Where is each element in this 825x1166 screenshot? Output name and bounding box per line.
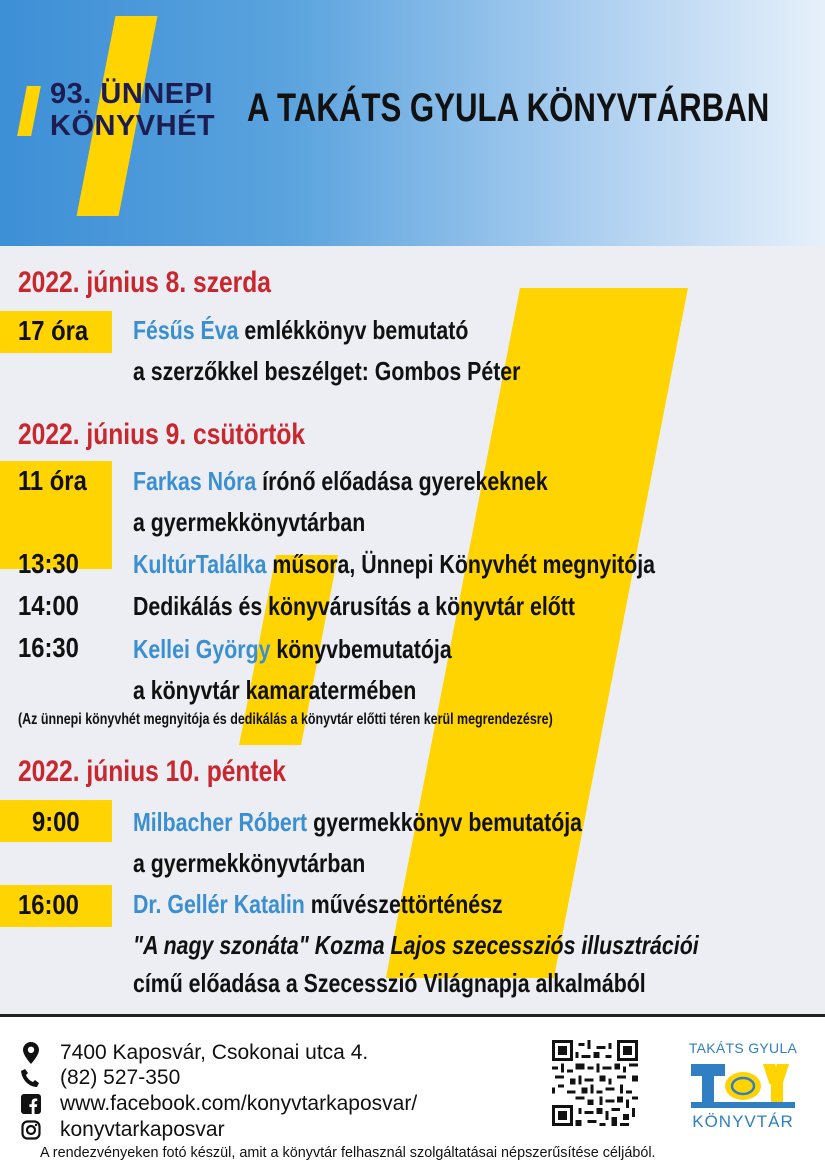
event-text: emlékkönyv bemutató: [238, 315, 469, 345]
address-text: 7400 Kaposvár, Csokonai utca 4.: [60, 1041, 369, 1064]
event-text: könyvbemutatója: [270, 634, 452, 664]
event-detail: a szerzőkkel beszélget: Gombos Péter: [133, 356, 521, 386]
event-title: [133, 634, 452, 665]
event-name: Milbacher Róbert: [133, 807, 308, 837]
library-logo-bottom: KÖNYVTÁR: [692, 1112, 794, 1131]
event-title: [133, 889, 503, 920]
library-logo-top: TAKÁTS GYULA: [688, 1040, 798, 1056]
event-title: Dedikálás és könyvárusítás a könyvtár előtt: [133, 591, 576, 621]
event-name: Kellei György: [133, 634, 271, 664]
facebook-icon: [20, 1093, 42, 1115]
event-name: Dr. Gellér Katalin: [133, 889, 305, 919]
day-date: 2022. június 10. péntek: [18, 755, 286, 788]
library-logo-mark: [691, 1058, 795, 1110]
event-time: 17 óra: [18, 315, 89, 346]
logo-yellow-mark: [17, 86, 41, 136]
event-text: írónő előadása gyerekeknek: [256, 466, 548, 496]
event-title: [133, 315, 468, 346]
event-text: műsora, Ünnepi Könyvhét megnyitója: [266, 549, 656, 579]
contact-facebook: [20, 1091, 417, 1117]
page-title: A TAKÁTS GYULA KÖNYVTÁRBAN: [247, 86, 770, 130]
day-date: 2022. június 9. csütörtök: [18, 418, 306, 451]
event-detail: a könyvtár kamaratermében: [133, 675, 417, 705]
facebook-link[interactable]: www.facebook.com/konyvtarkaposvar/: [60, 1092, 418, 1115]
photo-disclaimer: A rendezvényeken fotó készül, amit a könyvtár felhasznál szolgáltatásai népszerűsítése céljából.: [40, 1144, 656, 1161]
library-logo: [688, 1040, 798, 1132]
event-detail: című előadása a Szecesszió Világnapja alkalmából: [133, 968, 646, 998]
event-text: művészettörténész: [304, 889, 503, 919]
event-title: [133, 807, 582, 838]
logo-line2: KÖNYVHÉT: [50, 110, 216, 142]
event-title: [133, 549, 655, 580]
qr-code-icon[interactable]: [552, 1040, 638, 1126]
phone-text[interactable]: (82) 527-350: [60, 1066, 181, 1089]
event-detail: a gyermekkönyvtárban: [133, 507, 366, 537]
location-pin-icon: [20, 1042, 42, 1064]
event-text: gyermekkönyv bemutatója: [307, 807, 583, 837]
event-time: 16:00: [18, 889, 79, 920]
event-title: [133, 466, 548, 497]
event-note: (Az ünnepi könyvhét megnyitója és dedikálás a könyvtár előtti téren kerül megrendezésre): [18, 711, 553, 728]
instagram-handle[interactable]: konyvtarkaposvar: [60, 1118, 225, 1141]
event-time: 14:00: [18, 590, 79, 621]
event-name: KultúrTalálka: [133, 549, 267, 579]
event-time: 9:00: [32, 806, 80, 837]
contact-address: [20, 1040, 368, 1066]
event-detail: a gyermekkönyvtárban: [133, 848, 366, 878]
phone-icon: [20, 1067, 42, 1089]
event-name: Farkas Nóra: [133, 466, 257, 496]
contact-phone: [20, 1065, 180, 1091]
contact-instagram: [20, 1117, 225, 1143]
header-banner: [0, 0, 825, 246]
event-detail: "A nagy szonáta" Kozma Lajos szecessziós illusztrációi: [133, 930, 699, 960]
event-time: 11 óra: [18, 465, 87, 496]
event-name: Fésűs Éva: [133, 315, 239, 345]
logo-line1: 93. ÜNNEPI: [50, 78, 213, 110]
instagram-icon: [20, 1119, 42, 1141]
event-time: 13:30: [18, 548, 79, 579]
day-date: 2022. június 8. szerda: [18, 266, 271, 299]
event-time: 16:30: [18, 632, 79, 663]
